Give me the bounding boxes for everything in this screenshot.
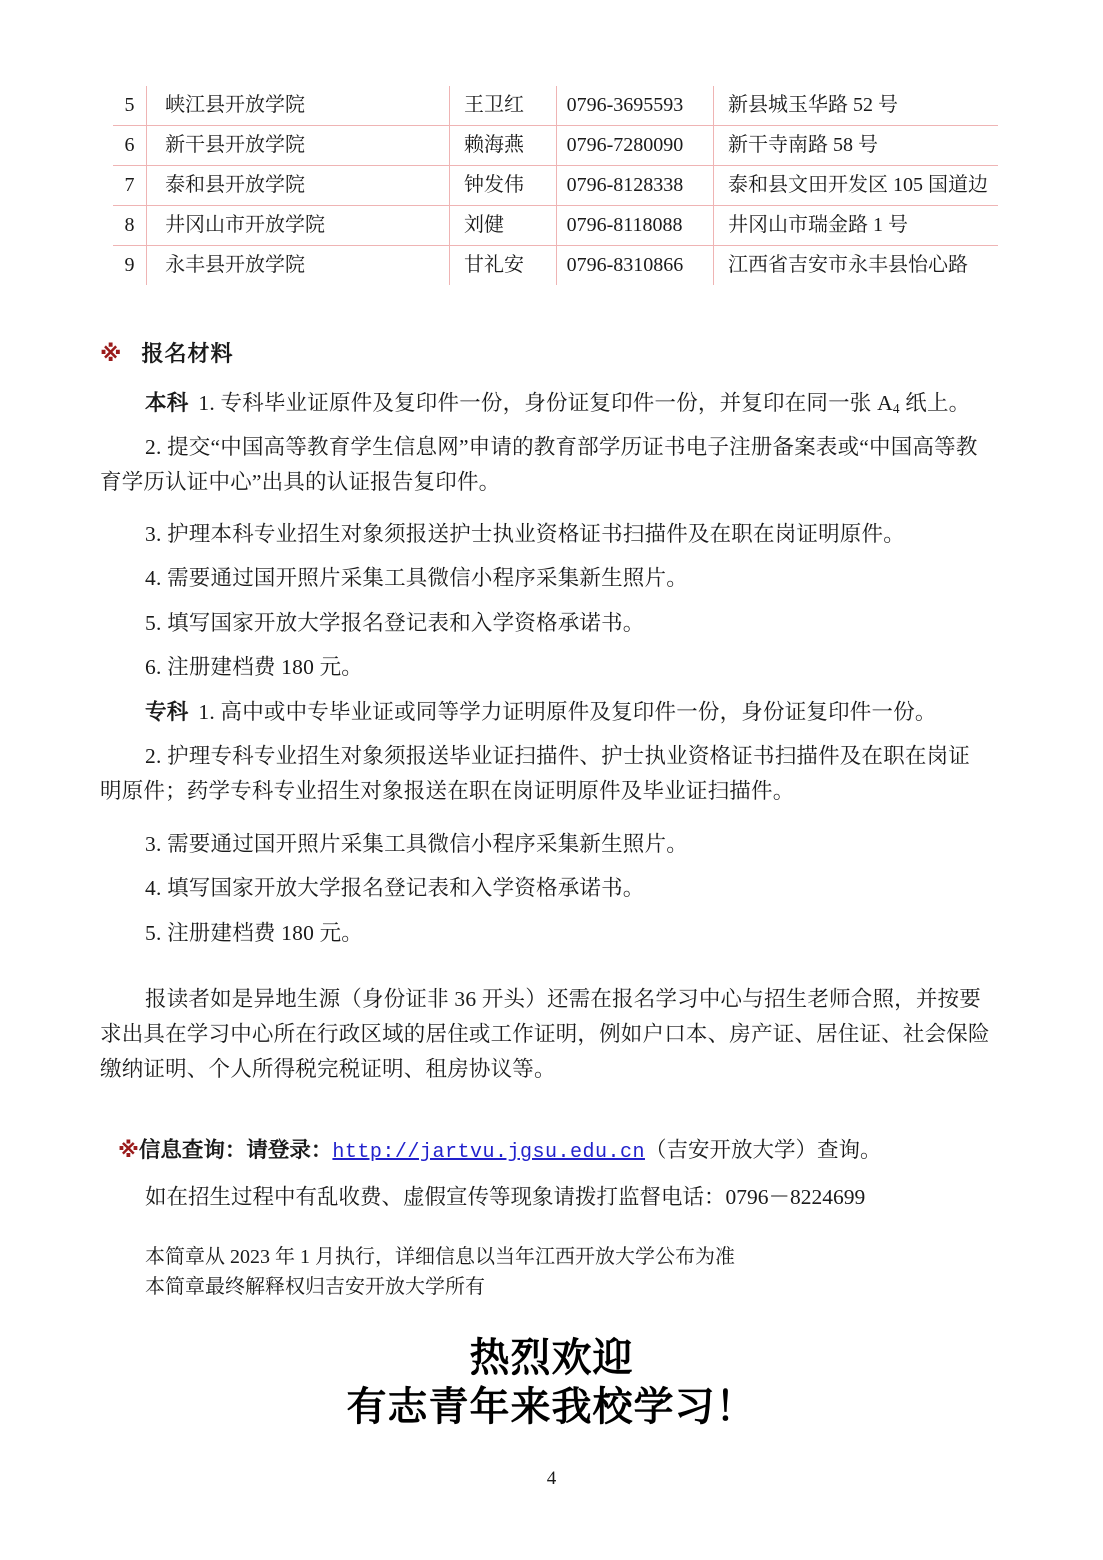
cell-address: 江西省吉安市永丰县怡心路 <box>714 246 999 286</box>
cell-phone: 0796-8310866 <box>556 246 713 286</box>
cell-phone: 0796-7280090 <box>556 126 713 166</box>
table-row <box>113 166 998 206</box>
cell-contact: 赖海燕 <box>449 126 556 166</box>
cell-index: 9 <box>113 246 147 286</box>
cell-index: 8 <box>113 206 147 246</box>
junior-item-2-text: 2. 护理专科专业招生对象须报送毕业证扫描件、护士执业资格证书扫描件及在职在岗证明原件；药学专科专业招生对象报送在职在岗证明原件及毕业证扫描件。 <box>100 744 971 803</box>
junior-item-4 <box>145 871 990 906</box>
cell-phone: 0796-8118088 <box>556 206 713 246</box>
page-number: 4 <box>546 1468 557 1489</box>
undergrad-item-3-text: 3. 护理本科专业招生对象须报送护士执业资格证书扫描件及在职在岗证明原件。 <box>145 522 905 546</box>
footnote-interpretation-rights: 本简章最终解释权归吉安开放大学所有 <box>145 1276 485 1298</box>
undergrad-item-1 <box>145 386 990 421</box>
undergrad-item-5-text: 5. 填写国家开放大学报名登记表和入学资格承诺书。 <box>145 611 645 635</box>
reference-mark-icon: ※ <box>118 1138 139 1163</box>
junior-item-2 <box>100 739 990 809</box>
info-query-line <box>118 1133 882 1164</box>
undergrad-item-6 <box>145 650 990 685</box>
learning-center-contact-table <box>113 86 998 285</box>
table-body <box>113 86 998 285</box>
cell-center: 井冈山市开放学院 <box>147 206 450 246</box>
cell-phone: 0796-3695593 <box>556 86 713 126</box>
remote-applicant-notice-text: 报读者如是异地生源（身份证非 36 开头）还需在报名学习中心与招生老师合照，并按要求出具在学习中心所在行政区域的居住或工作证明，例如户口本、房产证、居住证、社会保险缴纳证明、个人所得税完税证明、租房协议等。 <box>100 987 990 1081</box>
cell-index: 5 <box>113 86 147 126</box>
junior-item-1 <box>145 695 990 730</box>
info-query-label: 信息查询：请登录： <box>138 1138 333 1162</box>
junior-item-3-text: 3. 需要通过国开照片采集工具微信小程序采集新生照片。 <box>145 832 688 856</box>
cell-contact: 王卫红 <box>449 86 556 126</box>
cell-index: 6 <box>113 126 147 166</box>
undergrad-item-3 <box>145 517 990 552</box>
cell-contact: 甘礼安 <box>449 246 556 286</box>
welcome-block <box>0 1334 1103 1432</box>
welcome-line-1: 热烈欢迎 <box>469 1335 634 1381</box>
info-query-suffix: （吉安开放大学）查询。 <box>644 1138 882 1162</box>
table-row <box>113 246 998 286</box>
undergrad-item-5 <box>145 606 990 641</box>
cell-center: 永丰县开放学院 <box>147 246 450 286</box>
cell-center: 峡江县开放学院 <box>147 86 450 126</box>
reference-mark-icon: ※ <box>100 342 123 367</box>
junior-item-5 <box>145 916 990 951</box>
section-heading-label: 报名材料 <box>141 341 234 366</box>
section-heading-application-materials <box>100 337 234 368</box>
junior-item-1-text: 1. 高中或中专毕业证或同等学力证明原件及复印件一份，身份证复印件一份。 <box>198 700 937 724</box>
undergrad-label: 本科 <box>145 391 189 415</box>
cell-center: 新干县开放学院 <box>147 126 450 166</box>
welcome-line-2: 有志青年来我校学习！ <box>346 1383 757 1430</box>
undergrad-item-4 <box>145 561 990 596</box>
junior-item-3 <box>145 827 990 862</box>
junior-item-5-text: 5. 注册建档费 180 元。 <box>145 921 364 945</box>
undergrad-item-6-text: 6. 注册建档费 180 元。 <box>145 655 364 679</box>
cell-contact: 钟发伟 <box>449 166 556 206</box>
table-row <box>113 86 998 126</box>
cell-address: 新干寺南路 58 号 <box>714 126 999 166</box>
cell-phone: 0796-8128338 <box>556 166 713 206</box>
undergrad-item-2 <box>100 430 990 500</box>
remote-applicant-notice <box>100 982 990 1086</box>
junior-label: 专科 <box>145 700 189 724</box>
footnote-effective-date: 本简章从 2023 年 1 月执行，详细信息以当年江西开放大学公布为准 <box>145 1246 735 1268</box>
cell-address: 泰和县文田开发区 105 国道边 <box>714 166 999 206</box>
supervision-phone-line: 如在招生过程中有乱收费、虚假宣传等现象请拨打监督电话：0796－8224699 <box>145 1185 866 1209</box>
cell-center: 泰和县开放学院 <box>147 166 450 206</box>
junior-item-4-text: 4. 填写国家开放大学报名登记表和入学资格承诺书。 <box>145 876 645 900</box>
undergrad-item-2-text: 2. 提交“中国高等教育学生信息网”申请的教育部学历证书电子注册备案表或“中国高等教育学历认证中心”出具的认证报告复印件。 <box>100 435 978 494</box>
cell-address: 新县城玉华路 52 号 <box>714 86 999 126</box>
undergrad-item-1-text: 1. 专科毕业证原件及复印件一份，身份证复印件一份，并复印在同一张 $A_4$ 纸上。 <box>198 391 971 416</box>
undergrad-item-4-text: 4. 需要通过国开照片采集工具微信小程序采集新生照片。 <box>145 566 688 590</box>
website-link[interactable]: http://jartvu.jgsu.edu.cn <box>332 1141 645 1164</box>
cell-contact: 刘健 <box>449 206 556 246</box>
table-row <box>113 206 998 246</box>
cell-address: 井冈山市瑞金路 1 号 <box>714 206 999 246</box>
cell-index: 7 <box>113 166 147 206</box>
table-row <box>113 126 998 166</box>
